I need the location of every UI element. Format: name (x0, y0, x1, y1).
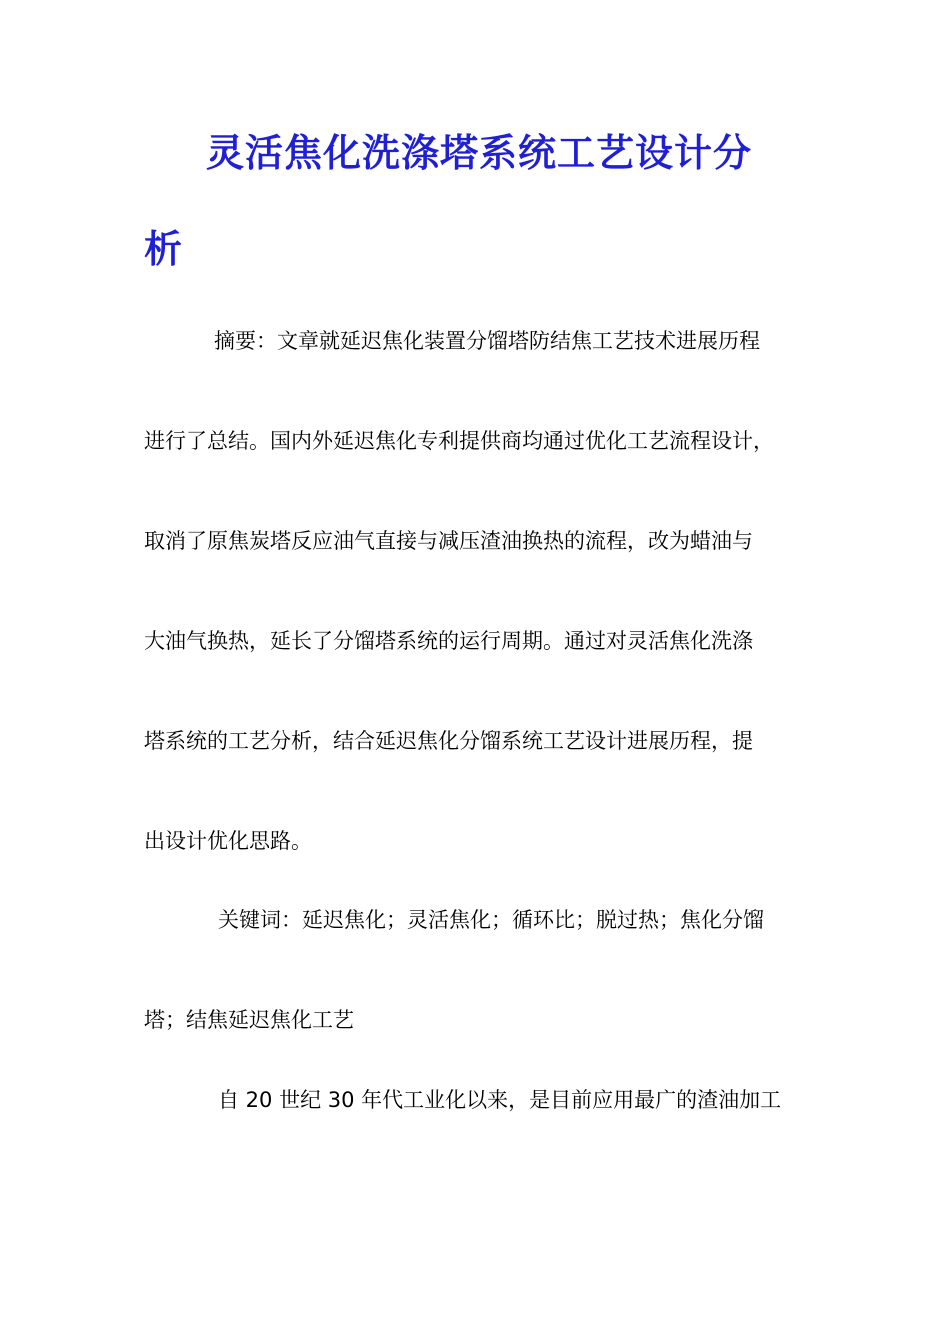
abstract-line-2: 进行了总结。国内外延迟焦化专利提供商均通过优化工艺流程设计， (144, 429, 774, 453)
abstract-line-6: 出设计优化思路。 (144, 829, 312, 853)
title-line-1: 灵活焦化洗涤塔系统工艺设计分 (206, 131, 753, 175)
keywords-line-1: 关键词：延迟焦化；灵活焦化；循环比；脱过热；焦化分馏 (218, 908, 764, 932)
abstract-line-4: 大油气换热，延长了分馏塔系统的运行周期。通过对灵活焦化洗涤 (144, 629, 753, 653)
abstract-line-1: 摘要：文章就延迟焦化装置分馏塔防结焦工艺技术进展历程 (214, 329, 760, 353)
title-line-2: 析 (144, 227, 184, 271)
keywords-line-2: 塔；结焦延迟焦化工艺 (144, 1008, 354, 1032)
abstract-line-3: 取消了原焦炭塔反应油气直接与减压渣油换热的流程，改为蜡油与 (144, 529, 753, 553)
abstract-line-5: 塔系统的工艺分析，结合延迟焦化分馏系统工艺设计进展历程，提 (144, 729, 753, 753)
intro-line-1: 自 20 世纪 30 年代工业化以来，是目前应用最广的渣油加工 (218, 1088, 782, 1112)
